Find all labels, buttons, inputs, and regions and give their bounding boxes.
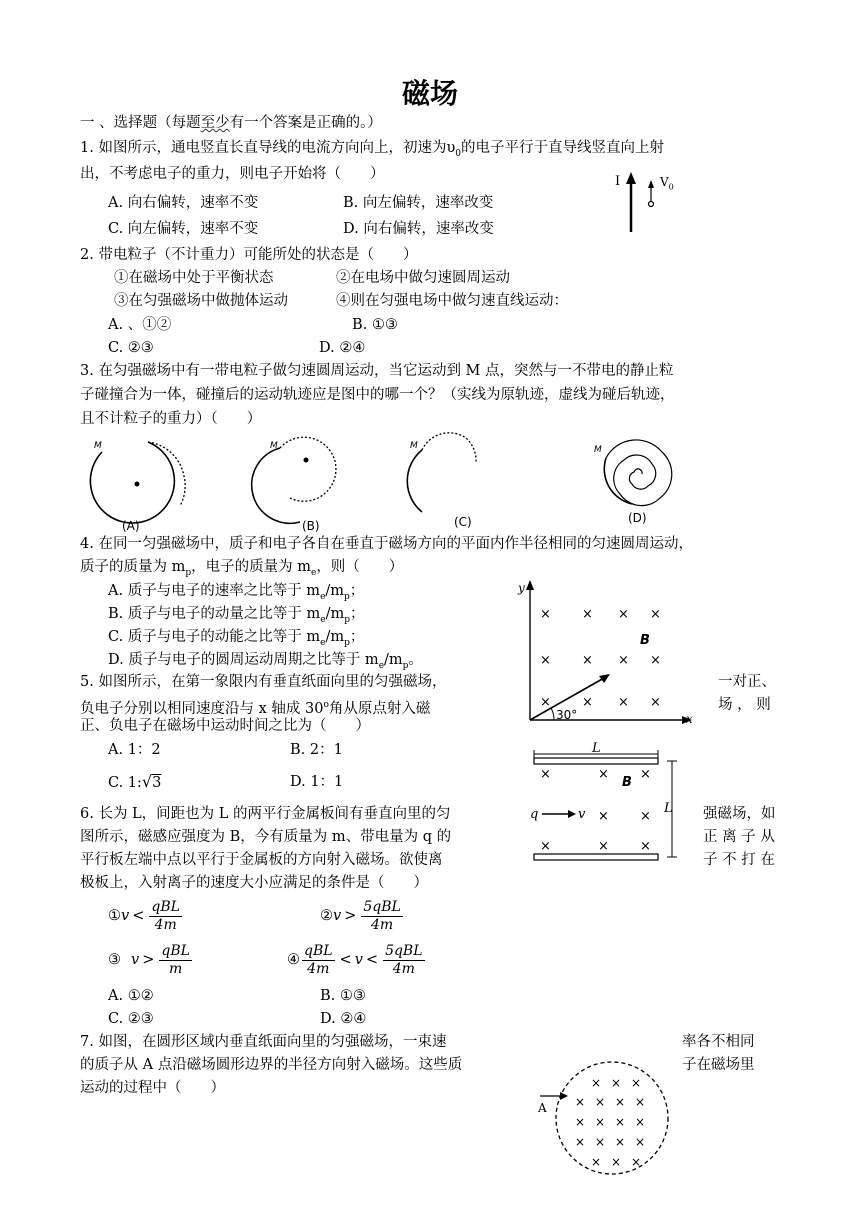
- svg-text:×: ×: [634, 1135, 646, 1149]
- q2-statement-3: ③在匀强磁场中做抛体运动: [114, 293, 288, 309]
- q6-line1: 6. 长为 L，间距也为 L 的两平行金属板间有垂直向里的匀: [80, 806, 451, 822]
- q4-option-c: C. 质子与电子的动能之比等于 $m_e/m_p$；: [108, 629, 365, 648]
- q6-line1-right: 强磁场，如: [703, 806, 776, 822]
- q7-line2-right: 子在磁场里: [682, 1057, 755, 1073]
- q6-line3-right: 子 不 打 在: [703, 852, 775, 868]
- q5-line1: 5. 如图所示，在第一象限内有垂直纸面向里的匀强磁场，: [80, 674, 447, 690]
- q2-statement-2: ②在电场中做匀速圆周运动: [336, 270, 510, 286]
- q1-figure: [620, 170, 670, 240]
- svg-text:×: ×: [640, 809, 651, 824]
- q5-line2-right: 场 ， 则: [718, 697, 771, 713]
- q5-line1-right: 一对正、: [718, 674, 776, 690]
- q3-figure-a: [88, 432, 188, 542]
- q5-line3: 正、负电子在磁场中运动时间之比为（ ）: [80, 718, 370, 734]
- q1-line1: 1. 如图所示，通电竖直长直导线的电流方向向上，初速为$\upsilon_0$的电子平行于直导线竖直向上射: [80, 140, 664, 159]
- svg-text:×: ×: [650, 607, 661, 622]
- page-title: 磁场: [401, 77, 458, 110]
- q5-fig-b-label: B: [640, 633, 650, 648]
- q3-figure-d: [586, 432, 696, 542]
- q2-statement-4: ④则在匀强电场中做匀速直线运动：: [336, 293, 568, 309]
- section-header: 一 、选择题（每题至少有一个答案是正确的。）: [80, 115, 382, 131]
- svg-text:×: ×: [650, 695, 661, 710]
- svg-text:×: ×: [614, 1095, 626, 1109]
- q3-fig-a-m-label: M: [94, 441, 102, 451]
- q3-fig-c-label: (C): [454, 515, 472, 529]
- q5-fig-x-label: x: [686, 712, 693, 726]
- q6-line4: 极板上，入射离子的速度大小应满足的条件是（ ）: [80, 875, 428, 891]
- q2-option-c: C. ②③: [108, 340, 154, 356]
- q1-option-c: C. 向左偏转，速率不变: [108, 221, 259, 237]
- q3-fig-b-label: (B): [302, 519, 320, 533]
- svg-text:×: ×: [590, 1155, 602, 1169]
- q4-option-d: D. 质子与电子的圆周运动周期之比等于 $m_e/m_p$。: [108, 652, 423, 671]
- q4-line2: 质子的质量为 $m_p$，电子的质量为 $m_e$，则（ ）: [80, 559, 404, 578]
- q6-fig-b-label: B: [622, 775, 632, 790]
- q3-line3: 且不计粒子的重力）（ ）: [80, 411, 262, 427]
- svg-text:×: ×: [582, 653, 593, 668]
- svg-text:×: ×: [598, 839, 609, 854]
- q3-fig-a-label: (A): [122, 519, 140, 533]
- svg-text:×: ×: [650, 653, 661, 668]
- svg-text:×: ×: [634, 1095, 646, 1109]
- svg-text:×: ×: [540, 839, 551, 854]
- q6-option-c: C. ②③: [108, 1011, 154, 1027]
- q7-line2: 的质子从 A 点沿磁场圆形边界的半径方向射入磁场。这些质: [80, 1057, 463, 1073]
- q1-option-b: B. 向左偏转，速率改变: [343, 195, 494, 211]
- q2-option-b: B. ①③: [352, 317, 398, 333]
- q2-option-d: D. ②④: [319, 340, 366, 356]
- q1-fig-velocity-label: $V_0$: [660, 175, 674, 192]
- q6-condition-4: ④ $\frac{\text{qBL}}{4m}$ < v < $\frac{\text{5qBL}}{4m}$: [287, 942, 423, 977]
- q4-line1: 4. 在同一匀强磁场中，质子和电子各自在垂直于磁场方向的平面内作半径相同的匀速圆周运动，: [80, 536, 693, 552]
- svg-text:×: ×: [618, 653, 629, 668]
- svg-text:×: ×: [574, 1115, 586, 1129]
- svg-text:×: ×: [630, 1076, 642, 1090]
- q7-line1-right: 率各不相同: [682, 1034, 755, 1050]
- svg-text:×: ×: [582, 695, 593, 710]
- svg-text:×: ×: [598, 767, 609, 782]
- svg-text:×: ×: [640, 767, 651, 782]
- q5-option-b: B. 2：1: [290, 742, 343, 758]
- svg-text:×: ×: [594, 1115, 606, 1129]
- q2-statement-1: ①在磁场中处于平衡状态: [114, 270, 274, 286]
- svg-text:×: ×: [640, 839, 651, 854]
- q3-figure-b: [262, 432, 362, 542]
- svg-text:×: ×: [540, 653, 551, 668]
- svg-text:×: ×: [540, 607, 551, 622]
- svg-text:×: ×: [618, 607, 629, 622]
- svg-text:×: ×: [618, 695, 629, 710]
- svg-text:×: ×: [598, 809, 609, 824]
- q4-option-a: A. 质子与电子的速率之比等于 $m_e/m_p$；: [108, 583, 365, 602]
- q3-figure-c: [400, 432, 500, 542]
- svg-text:×: ×: [594, 1135, 606, 1149]
- q6-fig-q-label: q: [530, 807, 539, 822]
- q5-figure: [514, 578, 704, 726]
- q6-option-a: A. ①②: [108, 988, 154, 1004]
- q5-option-a: A. 1：2: [108, 742, 161, 758]
- q7-line3: 运动的过程中（ ）: [80, 1080, 225, 1096]
- q3-fig-d-m-label: M: [594, 445, 602, 455]
- svg-text:×: ×: [610, 1076, 622, 1090]
- svg-text:×: ×: [630, 1155, 642, 1169]
- svg-text:×: ×: [582, 607, 593, 622]
- q1-line2: 出，不考虑电子的重力，则电子开始将（ ）: [80, 166, 385, 182]
- q6-option-b: B. ①③: [320, 988, 366, 1004]
- svg-text:×: ×: [574, 1095, 586, 1109]
- q3-line2: 子碰撞合为一体，碰撞后的运动轨迹应是图中的哪一个？（实线为原轨迹，虚线为碰后轨迹，: [80, 387, 675, 403]
- svg-text:×: ×: [574, 1135, 586, 1149]
- q3-line1: 3. 在匀强磁场中有一带电粒子做匀速圆周运动，当它运动到 M 点，突然与一不带电的静止粒: [80, 363, 674, 379]
- q6-condition-1: ① v < $\frac{\text{qBL}}{4m}$: [108, 898, 180, 933]
- q6-figure: [528, 742, 688, 868]
- svg-text:×: ×: [614, 1115, 626, 1129]
- q3-fig-c-m-label: M: [410, 441, 418, 451]
- q2-stem: 2. 带电粒子（不计重力）可能所处的状态是（ ）: [80, 247, 418, 263]
- q6-line3: 平行板左端中点以平行于金属板的方向射入磁场。欲使离: [80, 852, 443, 868]
- q1-fig-current-label: I: [615, 174, 621, 189]
- q7-figure: [532, 1052, 672, 1192]
- q7-fig-a-label: A: [538, 1101, 547, 1115]
- svg-text:×: ×: [540, 767, 551, 782]
- svg-text:×: ×: [540, 695, 551, 710]
- q5-line2: 负电子分别以相同速度沿与 x 轴成 30$^o$角从原点射入磁: [80, 700, 431, 717]
- q2-option-a: A. 、①②: [108, 317, 172, 333]
- q6-fig-v-label: v: [578, 807, 586, 822]
- q6-fig-l-top: L: [592, 741, 601, 756]
- svg-text:×: ×: [610, 1155, 622, 1169]
- q6-option-d: D. ②④: [320, 1011, 367, 1027]
- q1-option-d: D. 向右偏转，速率改变: [343, 221, 494, 237]
- q3-fig-d-label: (D): [628, 511, 647, 525]
- q5-fig-angle-label: 30°: [556, 708, 578, 722]
- svg-text:×: ×: [634, 1115, 646, 1129]
- svg-text:×: ×: [614, 1135, 626, 1149]
- q5-fig-y-label: y: [518, 581, 525, 595]
- q5-option-c: C. 1:√3: [108, 772, 162, 791]
- q6-line2: 图所示，磁感应强度为 B，今有质量为 m、带电量为 q 的: [80, 829, 452, 845]
- svg-text:×: ×: [590, 1076, 602, 1090]
- q6-condition-2: ② v > $\frac{\text{5qBL}}{4m}$: [320, 898, 401, 933]
- q4-option-b: B. 质子与电子的动量之比等于 $m_e/m_p$；: [108, 606, 365, 625]
- q5-option-d: D. 1：1: [290, 774, 344, 790]
- q6-condition-3: ③ v > $\frac{\text{qBL}}{m}$: [108, 942, 190, 977]
- svg-text:×: ×: [594, 1095, 606, 1109]
- q3-fig-b-m-label: M: [270, 441, 278, 451]
- q1-option-a: A. 向右偏转，速率不变: [108, 195, 259, 211]
- q7-line1: 7. 如图，在圆形区域内垂直纸面向里的匀强磁场，一束速: [80, 1034, 447, 1050]
- q6-line2-right: 正 离 子 从: [703, 829, 775, 845]
- q6-fig-l-side: L: [664, 801, 673, 816]
